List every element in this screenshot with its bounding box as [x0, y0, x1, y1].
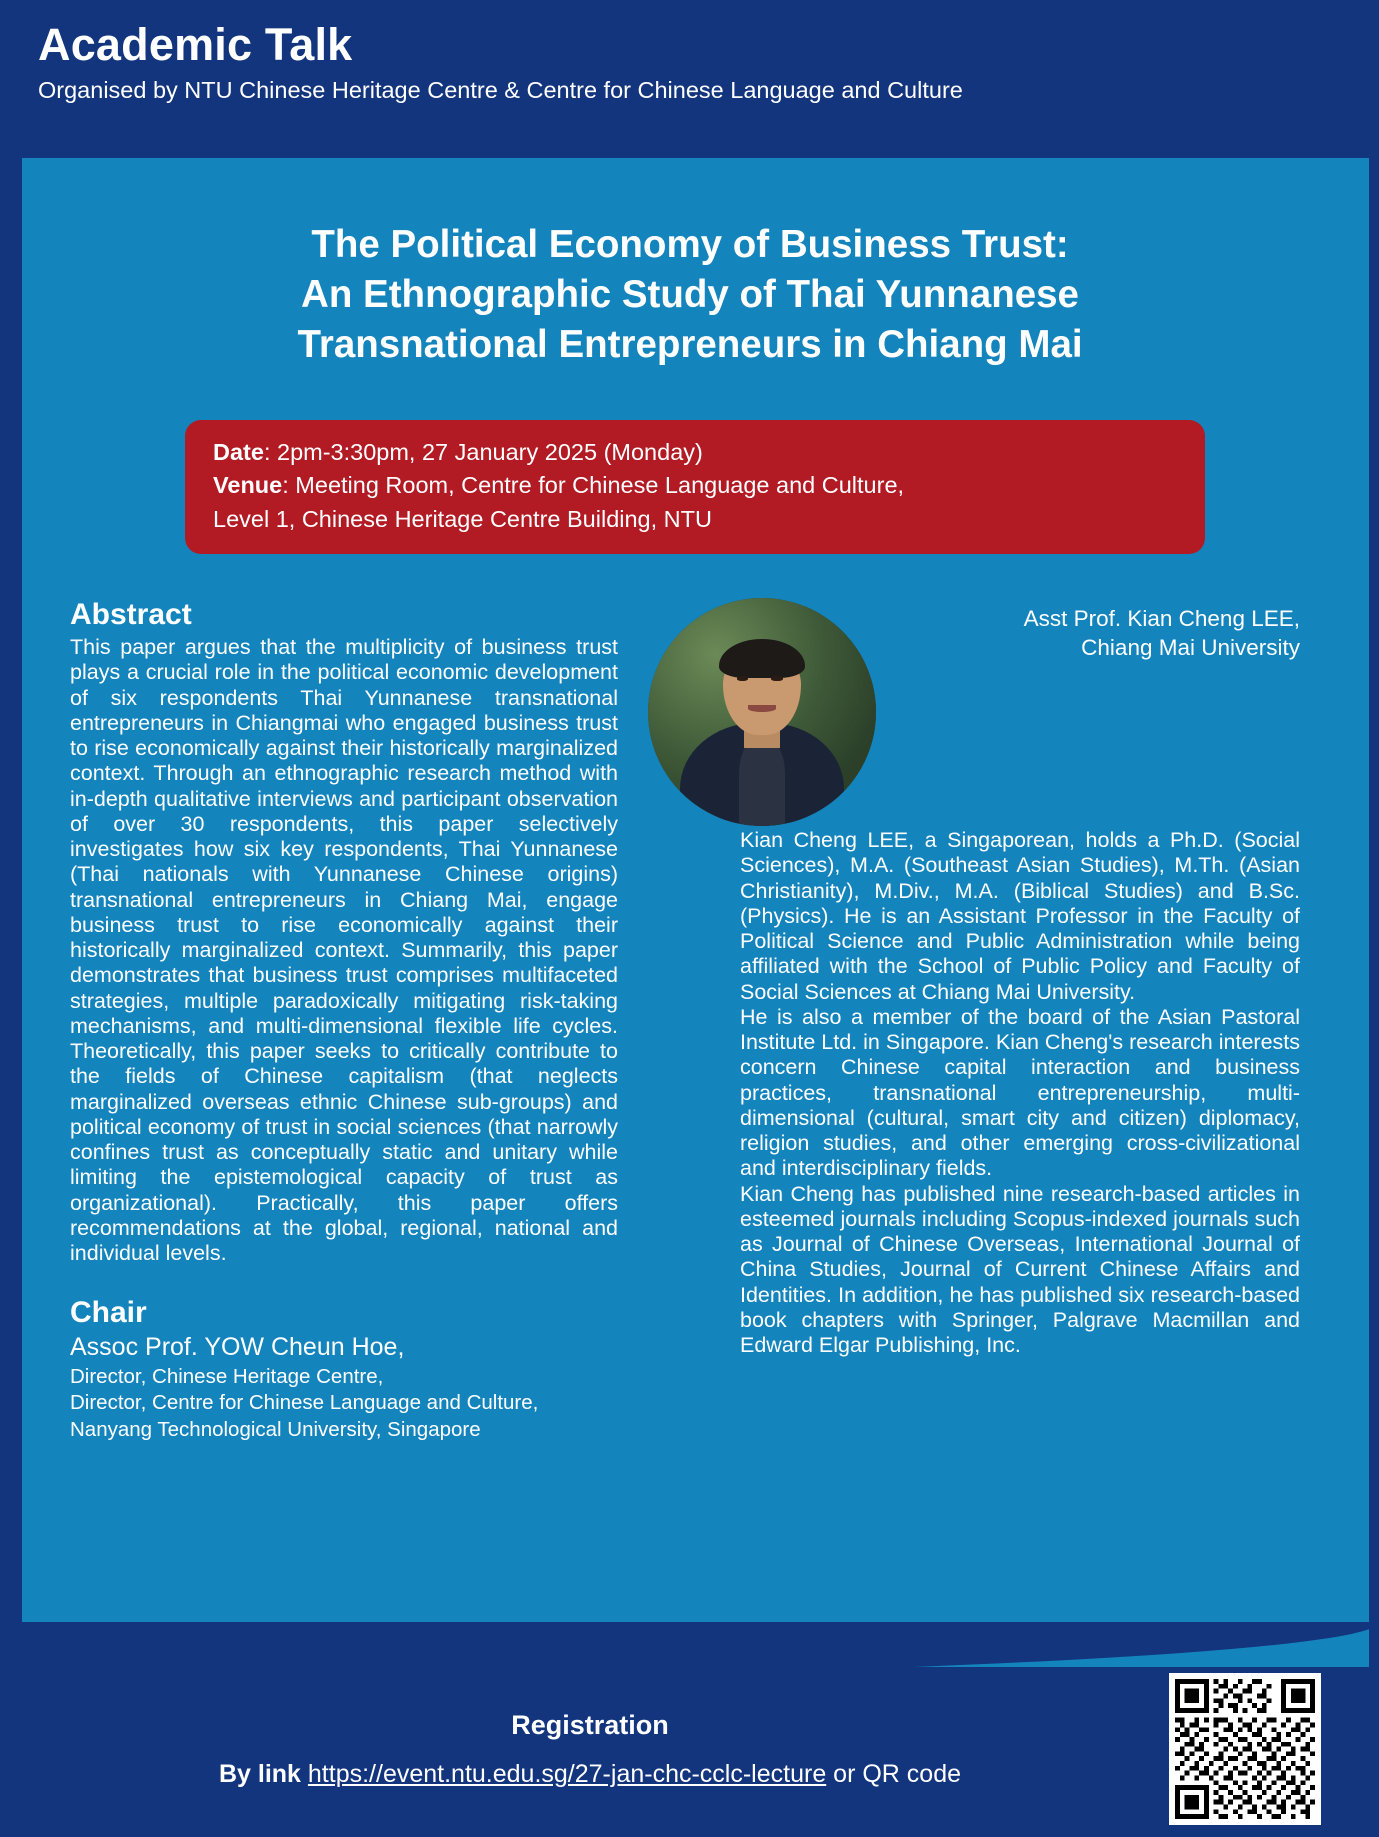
portrait-eye-left — [737, 676, 748, 681]
venue-value: : Meeting Room, Centre for Chinese Language and Culture, — [282, 472, 905, 499]
talk-title-line-3: Transnational Entrepreneurs in Chiang Mai — [297, 323, 1083, 367]
chair-affiliation-1: Director, Chinese Heritage Centre, — [70, 1364, 384, 1388]
portrait-mouth — [748, 705, 775, 712]
header-subtitle: Organised by NTU Chinese Heritage Centre & Centre for Chinese Language and Culture — [38, 76, 963, 103]
registration-prefix: By link — [218, 1760, 308, 1788]
abstract-column — [70, 598, 618, 1443]
venue-label: Venue — [213, 472, 283, 499]
header-text-group — [38, 20, 963, 104]
speaker-name-block — [970, 604, 1300, 663]
chair-heading: Chair — [70, 1296, 147, 1330]
right-border-strip — [1369, 158, 1379, 1674]
speaker-header — [740, 598, 1300, 828]
date-line — [213, 436, 1177, 469]
date-venue-box — [185, 420, 1205, 554]
registration-heading: Registration — [511, 1710, 669, 1740]
speaker-bio-paragraph-3: Kian Cheng has published nine research-based articles in esteemed journals including Scopus-indexed journals such as Journal of Chinese Overseas, International Journal of China Studies, Journal of Current Chinese Affairs and Identities. In addition, he has published six research-based book chapters with Springer, Palgrave Macmillan and Edward Elgar Publishing, Inc. — [740, 1181, 1300, 1357]
chair-affiliation-2: Director, Centre for Chinese Language and Culture, — [70, 1391, 539, 1415]
talk-title-line-1: The Political Economy of Business Trust: — [311, 223, 1069, 266]
talk-title-line-2: An Ethnographic Study of Thai Yunnanese — [301, 273, 1079, 317]
venue-line — [213, 469, 1177, 502]
qr-code[interactable] — [1169, 1673, 1321, 1825]
talk-title — [60, 220, 1320, 370]
portrait-shirt — [739, 739, 785, 826]
registration-link[interactable]: https://event.ntu.edu.sg/27-jan-chc-cclc-lecture — [307, 1760, 827, 1788]
registration-line — [0, 1760, 1180, 1789]
speaker-column — [740, 598, 1300, 1358]
qr-code-image — [1175, 1679, 1315, 1819]
chair-affiliation-3: Nanyang Technological University, Singapore — [70, 1417, 481, 1441]
speaker-bio-paragraph-1: Kian Cheng LEE, a Singaporean, holds a Ph.D. (Social Sciences), M.A. (Southeast Asian Studies), M.Th. (Asian Christianity), M.Div., M.A. (Biblical Studies) and B.Sc. (Physics). He is an Assistant Professor in the Faculty of Political Science and Public Administration while being affiliated with the School of Public Policy and Faculty of Social Sciences at Chiang Mai University. — [740, 828, 1300, 1004]
header-band — [0, 0, 1379, 158]
abstract-body: This paper argues that the multiplicity of business trust plays a crucial role in the political economic development of six respondents Thai Yunnanese transnational entrepreneurs in Chiangmai who engaged business trust to rise economically against their historically marginalized context. Through an ethnographic research method with in-depth qualitative interviews and participant observation of over 30 respondents, this paper selectively investigates how six key respondents, Thai Yunnanese (Thai nationals with Yunnanese Chinese origins) transnational entrepreneurs in Chiang Mai, engage business trust to rise economically against their historically marginalized context. Summarily, this paper demonstrates that business trust comprises multifaceted strategies, multiple paradoxically mitigating risk-taking mechanisms, and multi-dimensional flexible life cycles. Theoretically, this paper seeks to critically contribute to the fields of Chinese capitalism (that neglects marginalized overseas ethnic Chinese sub-groups) and political economy of trust in social sciences (that narrowly confines trust as conceptually static and unitary while limiting the epistemological capacity of trust as organizational). Practically, this paper offers recommendations at the global, regional, national and individual levels. — [70, 635, 618, 1265]
speaker-bio-paragraph-2: He is also a member of the board of the Asian Pastoral Institute Ltd. in Singapore. Kian Cheng's research interests concern Chinese capital interaction and business practices, transnational entrepreneurship, multi-dimensional (cultural, smart city and citizen) diplomacy, religion studies, and other emerging cross-civilizational and interdisciplinary fields. — [740, 1004, 1300, 1181]
chair-name: Assoc Prof. YOW Cheun Hoe, — [70, 1333, 405, 1362]
abstract-heading: Abstract — [70, 598, 192, 631]
date-label: Date — [213, 439, 264, 465]
speaker-affiliation: Chiang Mai University — [1081, 635, 1300, 661]
registration-suffix: or QR code — [826, 1760, 961, 1788]
left-border-strip — [0, 158, 22, 1674]
speaker-name: Asst Prof. Kian Cheng LEE, — [1023, 606, 1300, 631]
date-value: : 2pm-3:30pm, 27 January 2025 (Monday) — [263, 439, 703, 465]
page-title: Academic Talk — [38, 19, 353, 70]
portrait-eye-right — [771, 676, 782, 681]
venue-line-2: Level 1, Chinese Heritage Centre Building, NTU — [213, 505, 712, 532]
speaker-portrait — [648, 598, 876, 826]
